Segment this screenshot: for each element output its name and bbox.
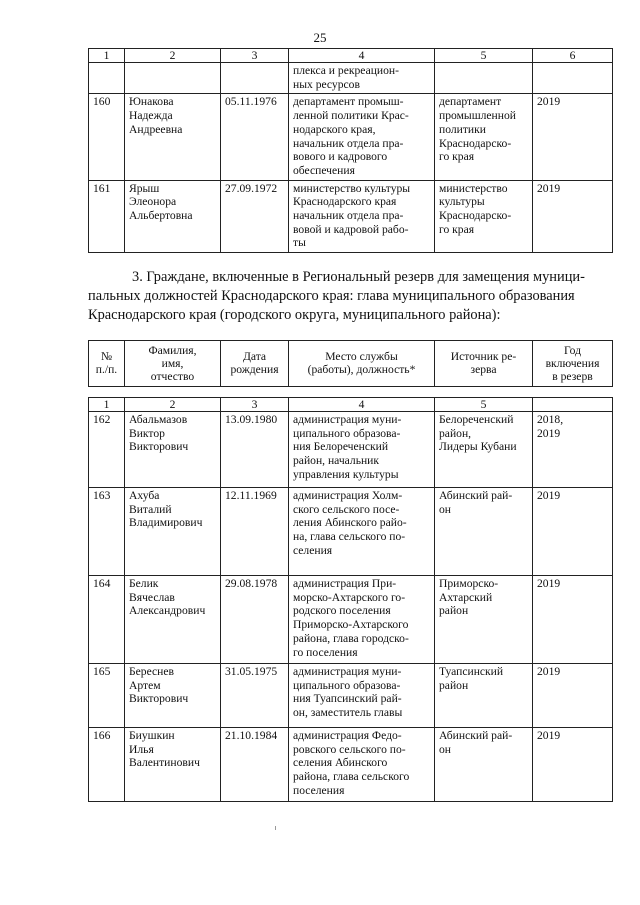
column-number: 2 (125, 49, 221, 63)
person-name: Биушкин Илья Валентинович (125, 728, 221, 802)
row-number: 164 (89, 576, 125, 664)
header-number: № п./п. (89, 341, 125, 387)
row-number: 163 (89, 488, 125, 576)
table-row (89, 412, 613, 488)
year-included: 2018, 2019 (533, 412, 613, 488)
table-row (89, 63, 613, 94)
birth-date: 05.11.1976 (221, 94, 289, 180)
person-name: Ахуба Виталий Владимирович (125, 488, 221, 576)
row-number: 161 (89, 180, 125, 253)
reserve-source: Абинский рай- он (435, 728, 533, 802)
scan-mark (275, 826, 276, 830)
table-row (89, 664, 613, 728)
year-included: 2019 (533, 94, 613, 180)
year-included: 2019 (533, 664, 613, 728)
year-included: 2019 (533, 576, 613, 664)
birth-date (221, 63, 289, 94)
column-number: 5 (435, 398, 533, 412)
year-included: 2019 (533, 180, 613, 253)
reserve-source: Абинский рай- он (435, 488, 533, 576)
table-row (89, 488, 613, 576)
row-number: 166 (89, 728, 125, 802)
paragraph-line: Краснодарского края (городского округа, муниципального района): (88, 307, 501, 323)
page-number: 25 (313, 30, 327, 45)
row-number: 165 (89, 664, 125, 728)
place-of-work: администрация Холм- ского сельского посе- ления Абинского райо- на, глава сельского по- селения (289, 488, 435, 576)
place-of-work: администрация Федо- ровского сельского по- селения Абинского района, глава сельского поселения (289, 728, 435, 802)
column-number: 4 (289, 398, 435, 412)
birth-date: 27.09.1972 (221, 180, 289, 253)
place-of-work: департамент промыш- ленной политики Крас- нодарского края, начальник отдела пра- вового и кадрового обеспечения (289, 94, 435, 180)
column-number: 5 (435, 49, 533, 63)
birth-date: 12.11.1969 (221, 488, 289, 576)
column-number: 1 (89, 398, 125, 412)
place-of-work: министерство культуры Краснодарского края начальник отдела пра- вовой и кадровой рабо- ты (289, 180, 435, 253)
paragraph-line: 3. Граждане, включенные в Региональный резерв для замещения муници- (132, 269, 585, 285)
row-number: 160 (89, 94, 125, 180)
birth-date: 13.09.1980 (221, 412, 289, 488)
reserve-source: министерство культуры Краснодарско- го края (435, 180, 533, 253)
birth-date: 31.05.1975 (221, 664, 289, 728)
table-municipal-reserve (88, 397, 613, 802)
reserve-source: департамент промышленной политики Краснодарско- го края (435, 94, 533, 180)
column-number-row (89, 398, 613, 412)
year-included: 2019 (533, 488, 613, 576)
row-number: 162 (89, 412, 125, 488)
header-birth-date: Дата рождения (221, 341, 289, 387)
birth-date: 29.08.1978 (221, 576, 289, 664)
column-number: 3 (221, 49, 289, 63)
column-number (533, 398, 613, 412)
column-number: 4 (289, 49, 435, 63)
table-row (89, 576, 613, 664)
section-paragraph (88, 268, 608, 325)
place-of-work: администрация муни- ципального образова- ния Туапсинский рай- он, заместитель главы (289, 664, 435, 728)
person-name: Ярыш Элеонора Альбертовна (125, 180, 221, 253)
paragraph-line: пальных должностей Краснодарского края: глава муниципального образования (88, 288, 575, 304)
person-name: Береснев Артем Викторович (125, 664, 221, 728)
column-number: 3 (221, 398, 289, 412)
place-of-work: администрация При- морско-Ахтарского го- родского поселения Приморско-Ахтарского района, глава городско- го поселения (289, 576, 435, 664)
reserve-source: Белореченский район, Лидеры Кубани (435, 412, 533, 488)
person-name (125, 63, 221, 94)
birth-date: 21.10.1984 (221, 728, 289, 802)
person-name: Абальмазов Виктор Викторович (125, 412, 221, 488)
year-included (533, 63, 613, 94)
column-number: 2 (125, 398, 221, 412)
person-name: Юнакова Надежда Андреевна (125, 94, 221, 180)
table-row (89, 94, 613, 180)
person-name: Белик Вячеслав Александрович (125, 576, 221, 664)
column-number-row (89, 49, 613, 63)
row-number (89, 63, 125, 94)
place-of-work: плекса и рекреацион- ных ресурсов (289, 63, 435, 94)
table-row (89, 180, 613, 253)
header-reserve-source: Источник ре- зерва (435, 341, 533, 387)
place-of-work: администрация муни- ципального образова- ния Белореченский район, начальник управления культуры (289, 412, 435, 488)
reserve-source: Приморско- Ахтарский район (435, 576, 533, 664)
column-header-table (88, 340, 613, 387)
header-place-of-work: Место службы (работы), должность* (289, 341, 435, 387)
column-number: 6 (533, 49, 613, 63)
header-year-included: Год включения в резерв (533, 341, 613, 387)
reserve-source: Туапсинский район (435, 664, 533, 728)
column-number: 1 (89, 49, 125, 63)
header-name: Фамилия, имя, отчество (125, 341, 221, 387)
reserve-source (435, 63, 533, 94)
year-included: 2019 (533, 728, 613, 802)
table-row (89, 728, 613, 802)
table-continuation (88, 48, 613, 253)
